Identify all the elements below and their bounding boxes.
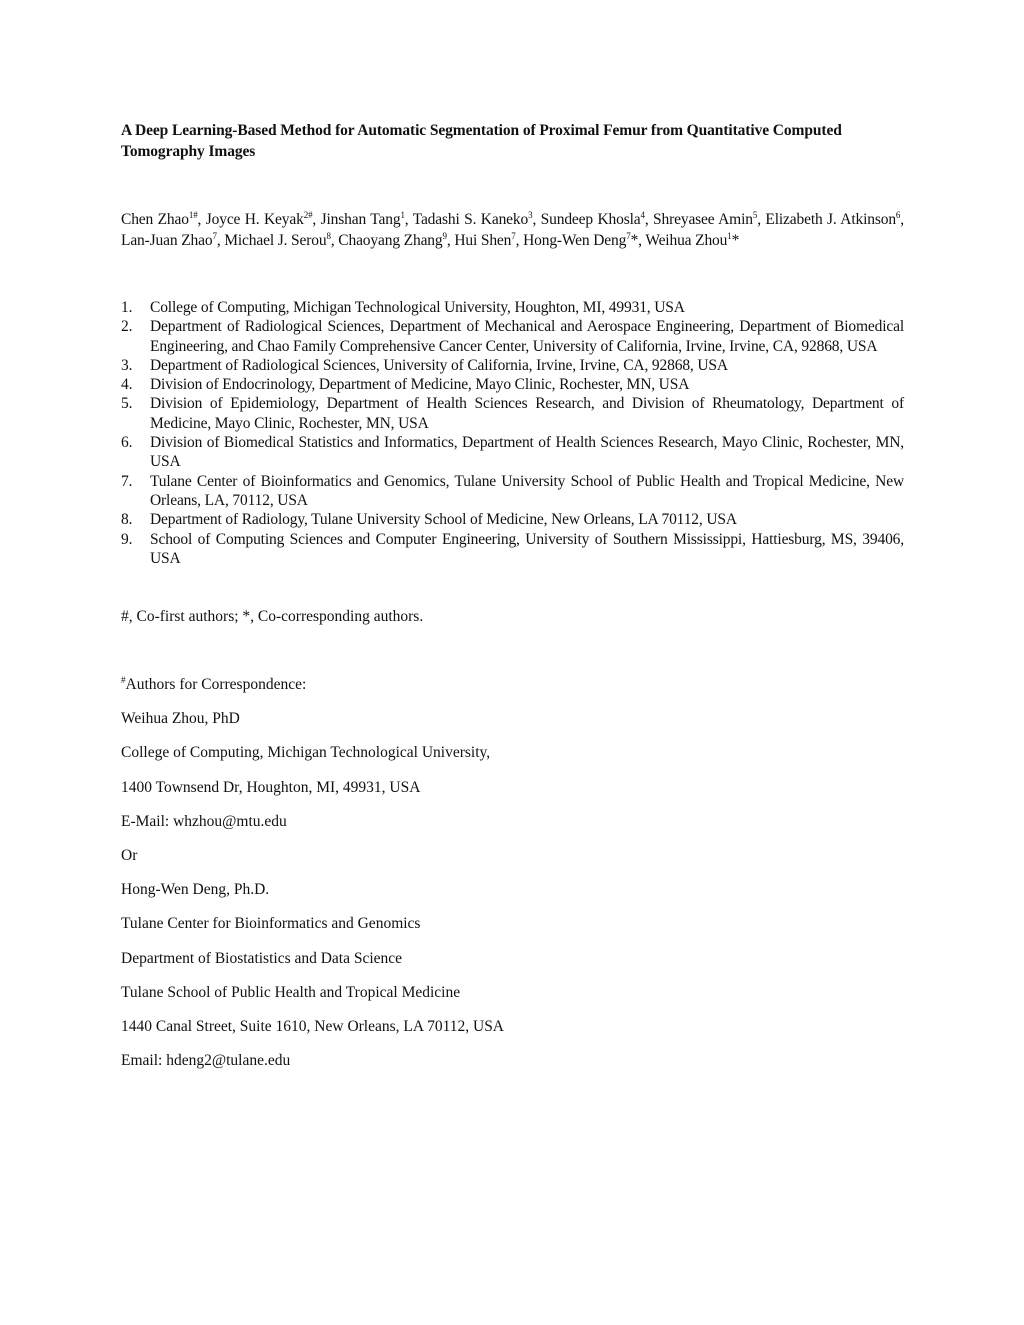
author-separator: , xyxy=(446,232,455,249)
affiliation-number: 6. xyxy=(121,434,133,452)
affiliation-text: Department of Radiological Sciences, Department of Mechanical and Aerospace Engineering, Department of Biomedical Engineering, and Chao Family Comprehensive Cancer Center, University of California, Irvine, Irvine, CA, 92868, USA xyxy=(150,318,904,355)
affiliation-item xyxy=(121,394,904,433)
correspondence-line: Or xyxy=(121,846,138,864)
correspondence-block xyxy=(121,674,904,1084)
author xyxy=(224,232,338,249)
affiliation-number: 2. xyxy=(121,318,133,336)
correspondence-heading xyxy=(121,674,904,708)
author-name: Shreyasee Amin xyxy=(653,211,753,228)
author-affiliation-mark: 7 xyxy=(212,231,217,241)
author-affiliation-mark: 1 xyxy=(400,210,405,220)
affiliation-number: 4. xyxy=(121,376,133,394)
author-affiliation-mark: 2# xyxy=(303,210,313,220)
affiliation-text: College of Computing, Michigan Technological University, Houghton, MI, 49931, USA xyxy=(150,299,685,316)
author-list xyxy=(121,209,904,251)
correspondence-lines xyxy=(121,708,904,1084)
author-separator: , xyxy=(644,211,654,228)
author-separator: , xyxy=(532,211,541,228)
author-affiliation-mark: 5 xyxy=(752,210,758,220)
correspondence-heading-text: Authors for Correspondence: xyxy=(125,676,307,693)
correspondence-line: Department of Biostatistics and Data Science xyxy=(121,949,403,967)
author-name: Joyce H. Keyak xyxy=(205,211,304,228)
author-separator: , xyxy=(312,211,321,228)
author-separator: , xyxy=(330,232,339,249)
affiliation-item xyxy=(121,317,904,356)
affiliation-text: Division of Epidemiology, Department of Health Sciences Research, and Division of Rheumatology, Department of Medicine, Mayo Clinic, Rochester, MN, USA xyxy=(150,395,904,432)
author-name: Chaoyang Zhang xyxy=(338,232,443,249)
author-separator: , xyxy=(757,211,766,228)
correspondence-line[interactable]: E-Mail: whzhou@mtu.edu xyxy=(121,812,287,830)
author-name: Jinshan Tang xyxy=(320,211,401,228)
author-separator: , xyxy=(216,232,225,249)
affiliation-number: 8. xyxy=(121,511,133,529)
author-separator: * xyxy=(731,232,740,249)
author-name: Hui Shen xyxy=(454,232,512,249)
author-name: Tadashi S. Kaneko xyxy=(412,211,529,228)
affiliation-item xyxy=(121,375,904,394)
affiliation-number: 3. xyxy=(121,356,133,374)
author-separator: , xyxy=(197,211,206,228)
affiliation-text: Tulane Center of Bioinformatics and Genomics, Tulane University School of Public Health and Tropical Medicine, New Orleans, LA, 70112, USA xyxy=(150,472,904,509)
author-separator: *, xyxy=(630,232,646,249)
affiliation-number: 9. xyxy=(121,530,133,548)
author xyxy=(321,211,413,228)
author-name: Weihua Zhou xyxy=(645,232,728,249)
authorship-note: #, Co-first authors; *, Co-corresponding authors. xyxy=(121,608,424,625)
author-affiliation-mark: 7 xyxy=(511,231,516,241)
correspondence-line: Hong-Wen Deng, Ph.D. xyxy=(121,881,270,899)
author xyxy=(541,211,653,228)
author-name: Chen Zhao xyxy=(121,211,189,228)
affiliation-item xyxy=(121,433,904,472)
author-separator: , xyxy=(404,211,413,228)
affiliation-item xyxy=(121,298,904,317)
affiliation-item xyxy=(121,510,904,529)
author-name: Lan-Juan Zhao xyxy=(121,232,213,249)
author-separator: , xyxy=(900,211,905,228)
author xyxy=(645,232,739,249)
correspondence-line: 1400 Townsend Dr, Houghton, MI, 49931, USA xyxy=(121,778,421,796)
author-separator: , xyxy=(515,232,524,249)
affiliation-number: 7. xyxy=(121,472,133,490)
affiliation-item xyxy=(121,530,904,569)
author-name: Elizabeth J. Atkinson xyxy=(765,211,896,228)
author-name: Hong-Wen Deng xyxy=(523,232,627,249)
author xyxy=(454,232,523,249)
author-affiliation-mark: 3 xyxy=(528,210,533,220)
correspondence-line: College of Computing, Michigan Technological University, xyxy=(121,744,491,762)
affiliation-item xyxy=(121,356,904,375)
author-affiliation-mark: 9 xyxy=(442,231,447,241)
correspondence-line: Weihua Zhou, PhD xyxy=(121,710,240,728)
author-name: Sundeep Khosla xyxy=(540,211,641,228)
author xyxy=(523,232,645,249)
author xyxy=(121,232,224,249)
paper-title: A Deep Learning-Based Method for Automatic Segmentation of Proximal Femur from Quantitative Computed Tomography Images xyxy=(121,122,842,160)
correspondence-line: Tulane Center for Bioinformatics and Genomics xyxy=(121,915,421,933)
author xyxy=(765,211,904,228)
author-affiliation-mark: 6 xyxy=(895,210,901,220)
affiliation-number: 5. xyxy=(121,395,133,413)
author-affiliation-mark: 1 xyxy=(727,231,732,241)
affiliation-text: School of Computing Sciences and Computer Engineering, University of Southern Mississippi, Hattiesburg, MS, 39406, USA xyxy=(150,530,904,567)
author-affiliation-mark: 8 xyxy=(326,231,331,241)
author-name: Michael J. Serou xyxy=(224,232,327,249)
correspondence-line: 1440 Canal Street, Suite 1610, New Orleans, LA 70112, USA xyxy=(121,1017,505,1035)
author-affiliation-mark: 4 xyxy=(640,210,645,220)
affiliation-item xyxy=(121,472,904,511)
author xyxy=(121,211,206,228)
author xyxy=(338,232,454,249)
correspondence-line: Tulane School of Public Health and Tropical Medicine xyxy=(121,983,461,1001)
affiliation-list xyxy=(121,298,904,568)
affiliation-number: 1. xyxy=(121,299,133,316)
author xyxy=(653,211,765,228)
author-affiliation-mark: 7 xyxy=(626,231,631,241)
correspondence-heading-mark: # xyxy=(121,675,126,685)
author xyxy=(413,211,541,228)
author xyxy=(206,211,321,228)
correspondence-line[interactable]: Email: hdeng2@tulane.edu xyxy=(121,1052,291,1070)
author-affiliation-mark: 1# xyxy=(188,210,198,220)
affiliation-text: Division of Biomedical Statistics and Informatics, Department of Health Sciences Research, Mayo Clinic, Rochester, MN, USA xyxy=(150,434,904,471)
affiliation-text: Department of Radiological Sciences, University of California, Irvine, Irvine, CA, 92868, USA xyxy=(150,356,728,374)
affiliation-text: Department of Radiology, Tulane University School of Medicine, New Orleans, LA 70112, USA xyxy=(150,511,737,529)
affiliation-text: Division of Endocrinology, Department of Medicine, Mayo Clinic, Rochester, MN, USA xyxy=(150,376,690,394)
